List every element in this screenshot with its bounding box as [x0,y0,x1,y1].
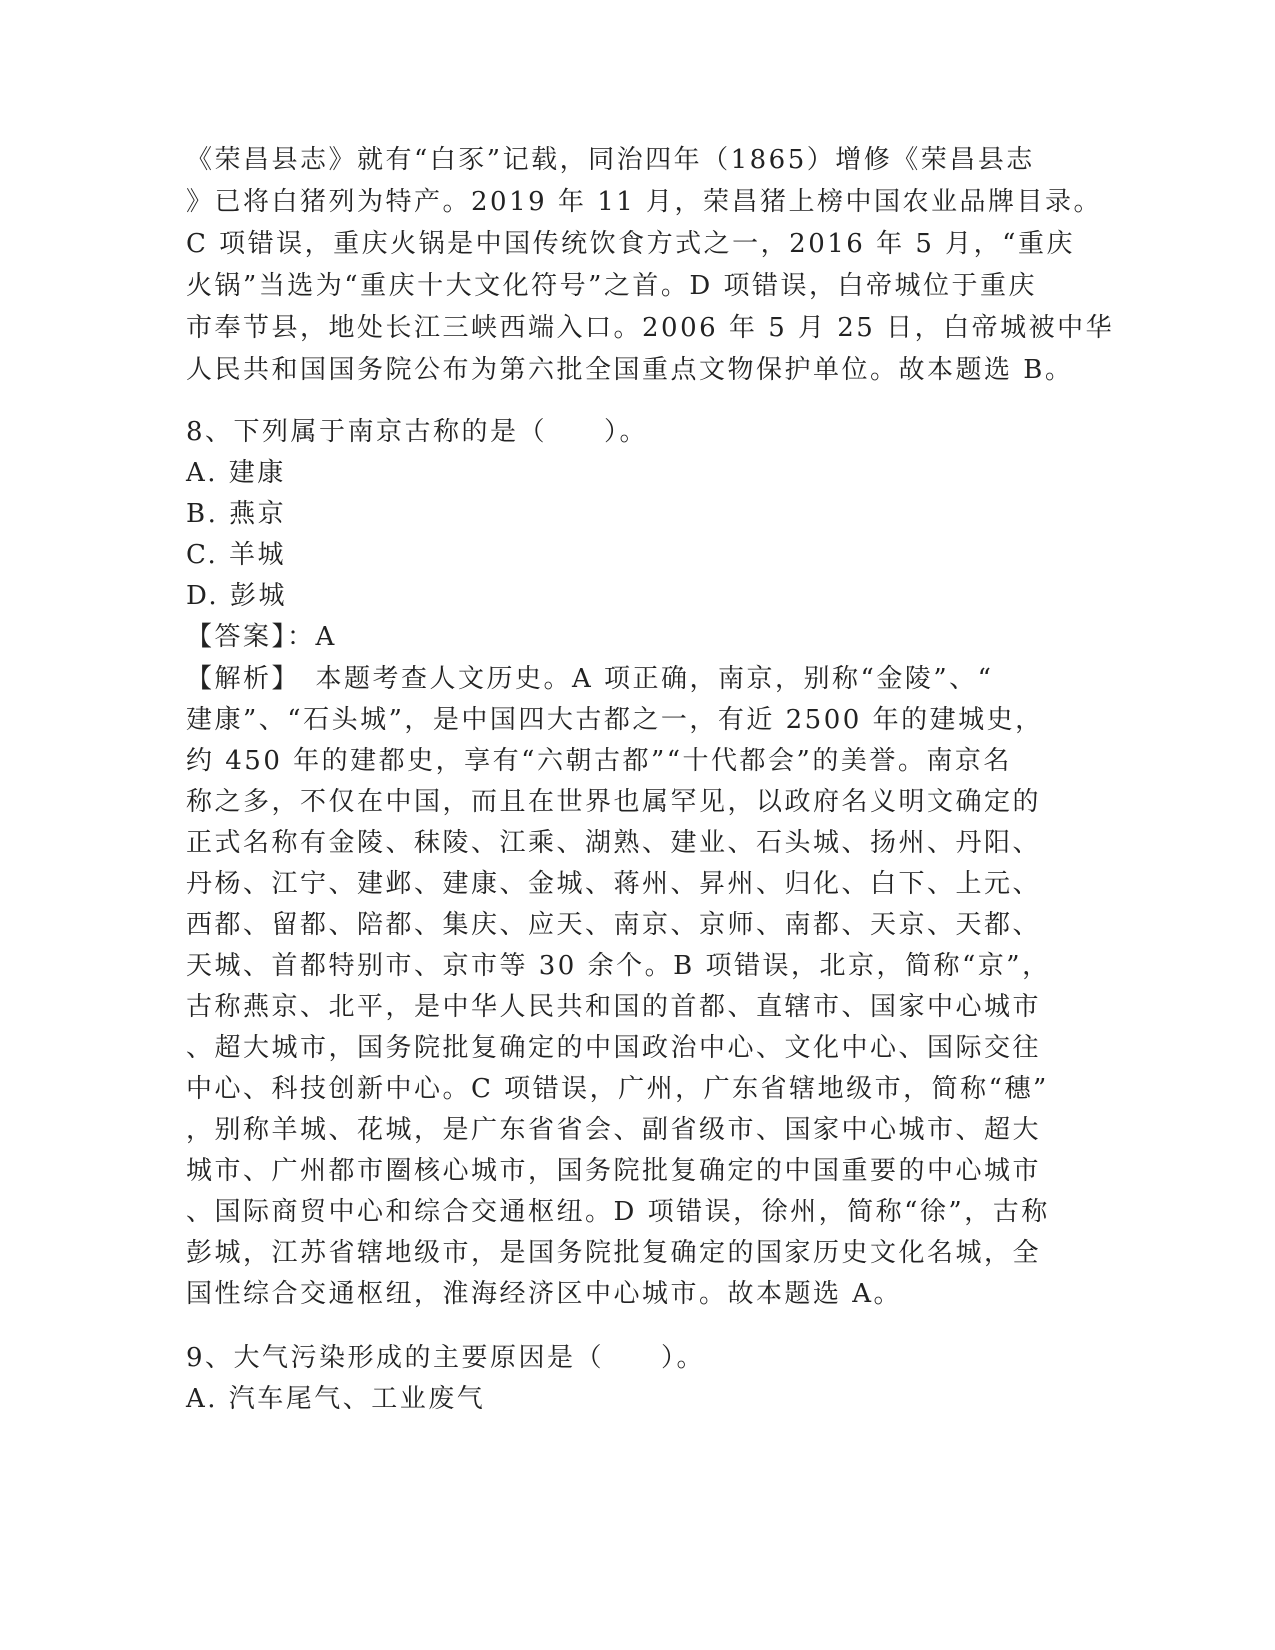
question-8-analysis-line: 正式名称有金陵、秣陵、江乘、湖熟、建业、石头城、扬州、丹阳、 [186,828,1042,858]
previous-analysis-line: 《荣昌县志》就有“白豕”记载，同治四年（1865）增修《荣昌县志 [186,145,1035,175]
question-8-analysis-line: 、超大城市，国务院批复确定的中国政治中心、文化中心、国际交往 [186,1033,1042,1063]
question-9-stem: 9、大气污染形成的主要原因是（ ）。 [186,1343,706,1373]
question-8-analysis-line: 城市、广州都市圈核心城市，国务院批复确定的中国重要的中心城市 [186,1156,1042,1186]
question-8-analysis-line: 彭城，江苏省辖地级市，是国务院批复确定的国家历史文化名城，全 [186,1238,1042,1268]
question-8-analysis-line: ，别称羊城、花城，是广东省省会、副省级市、国家中心城市、超大 [186,1115,1042,1145]
question-8-analysis-line: 天城、首都特别市、京市等 30 余个。B 项错误，北京，简称“京”， [186,951,1051,981]
question-9-option-a: A. 汽车尾气、工业废气 [186,1384,486,1414]
question-8-analysis-line: 、国际商贸中心和综合交通枢纽。D 项错误，徐州，简称“徐”，古称 [186,1197,1050,1227]
question-8-analysis-line: 西都、留都、陪都、集庆、应天、南京、京师、南都、天京、天都、 [186,910,1042,940]
question-8-option-b: B. 燕京 [186,499,287,529]
question-8-option-c: C. 羊城 [186,540,286,570]
previous-analysis-line: 火锅”当选为“重庆十大文化符号”之首。D 项错误，白帝城位于重庆 [186,271,1037,301]
question-8-analysis-line: 【解析】 本题考查人文历史。A 项正确，南京，别称“金陵”、“ [186,664,994,694]
question-8-analysis-line: 中心、科技创新中心。C 项错误，广州，广东省辖地级市，简称“穗” [186,1074,1049,1104]
previous-analysis-line: 》已将白猪列为特产。2019 年 11 月，荣昌猪上榜中国农业品牌目录。 [186,187,1103,217]
previous-analysis-line: 人民共和国国务院公布为第六批全国重点文物保护单位。故本题选 B。 [186,355,1074,385]
question-8-stem: 8、下列属于南京古称的是（ ）。 [186,417,649,447]
question-8-analysis-line: 建康”、“石头城”，是中国四大古都之一，有近 2500 年的建城史， [186,705,1044,735]
question-8-analysis-line: 约 450 年的建都史，享有“六朝古都”“十代都会”的美誉。南京名 [186,746,1012,776]
previous-analysis-line: C 项错误，重庆火锅是中国传统饮食方式之一，2016 年 5 月，“重庆 [186,229,1075,259]
question-8-answer: 【答案】：A [186,622,337,652]
question-8-option-d: D. 彭城 [186,581,287,611]
question-8-analysis-line: 古称燕京、北平，是中华人民共和国的首都、直辖市、国家中心城市 [186,992,1042,1022]
question-8-option-a: A. 建康 [186,458,286,488]
question-8-analysis-line: 丹杨、江宁、建邺、建康、金城、蒋州、昇州、归化、白下、上元、 [186,869,1042,899]
question-8-analysis-line: 称之多，不仅在中国，而且在世界也属罕见，以政府名义明文确定的 [186,787,1042,817]
previous-analysis-line: 市奉节县，地处长江三峡西端入口。2006 年 5 月 25 日，白帝城被中华 [186,313,1115,343]
question-8-analysis-line: 国性综合交通枢纽，淮海经济区中心城市。故本题选 A。 [186,1279,903,1309]
